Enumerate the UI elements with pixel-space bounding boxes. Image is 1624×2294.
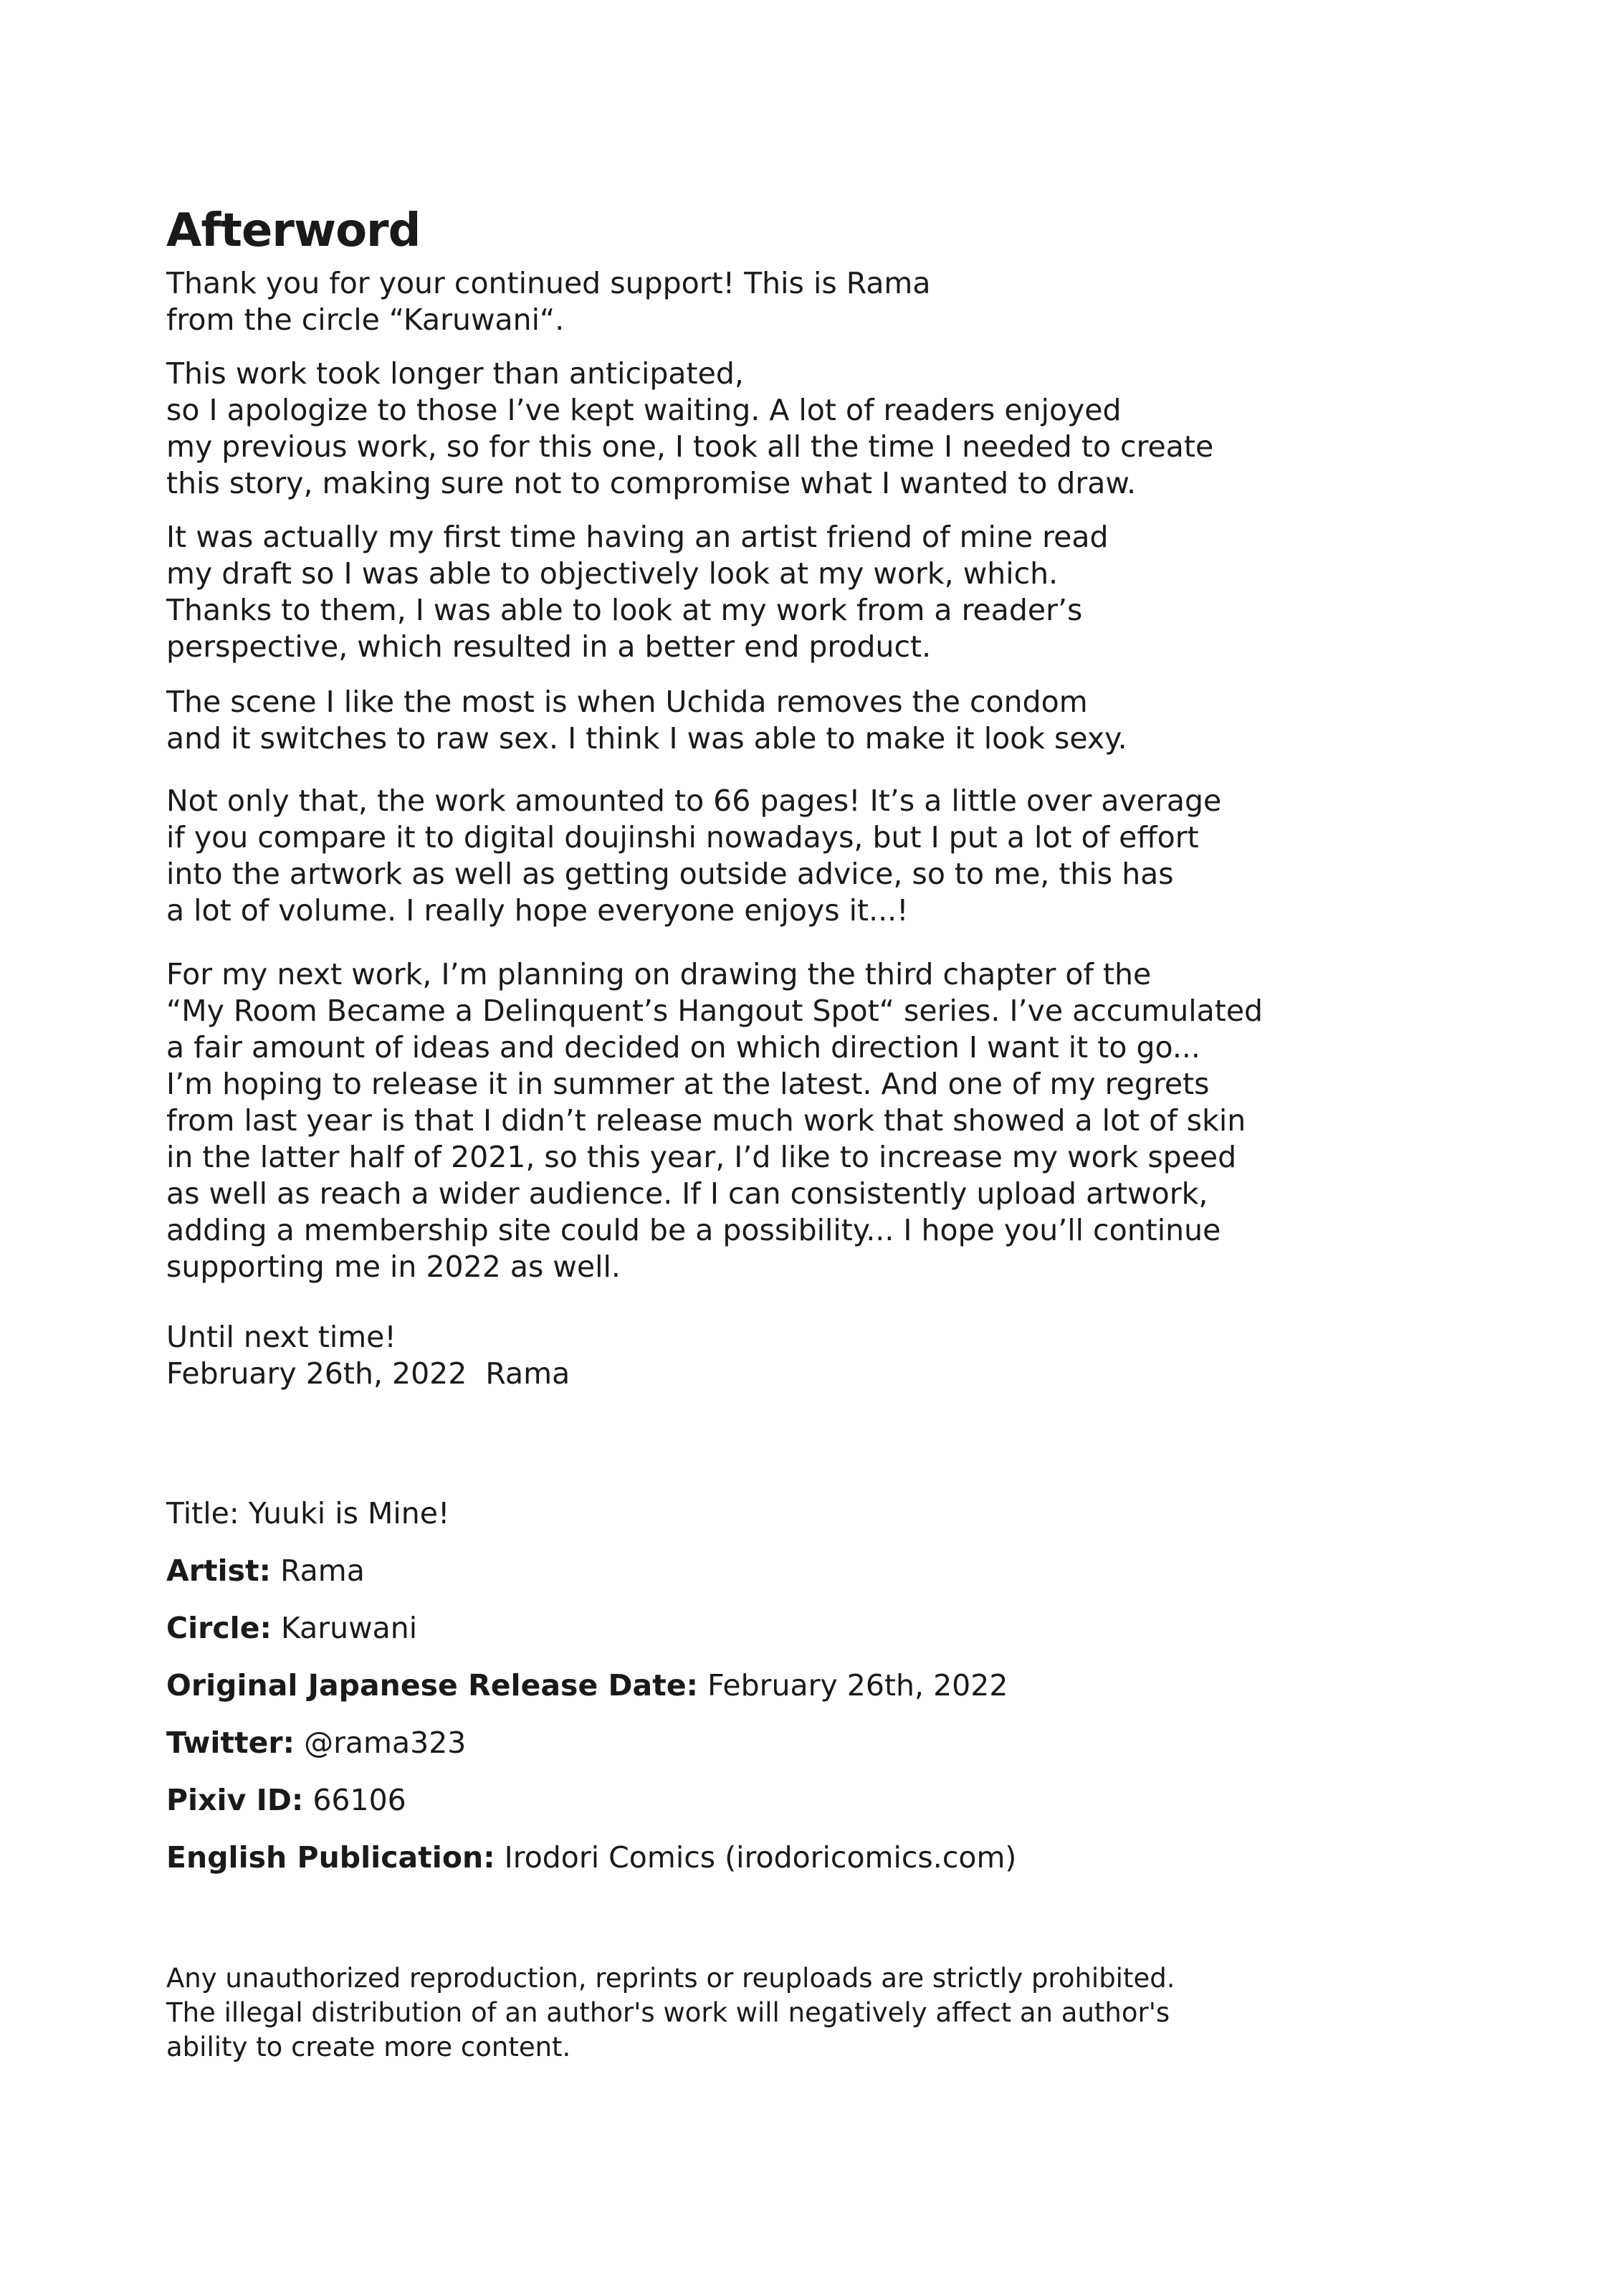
text-line: as well as reach a wider audience. If I can consistently upload artwork, (166, 1176, 1208, 1211)
text-line: Thank you for your continued support! This is Rama (166, 266, 931, 300)
text-line: Until next time! (166, 1320, 396, 1354)
credit-value: @rama323 (304, 1726, 467, 1760)
credit-label: Pixiv ID: (166, 1783, 304, 1817)
credit-title (166, 1495, 449, 1532)
credit-circle (166, 1610, 417, 1647)
text-line: so I apologize to those I’ve kept waiting. A lot of readers enjoyed (166, 393, 1122, 427)
paragraph-apology (166, 356, 1213, 502)
text-line: adding a membership site could be a possibility... I hope you’ll continue (166, 1213, 1221, 1247)
credit-pixiv (166, 1782, 406, 1819)
text-line: “My Room Became a Delinquent’s Hangout Spot“ series. I’ve accumulated (166, 994, 1264, 1028)
paragraph-page-count (166, 783, 1221, 929)
text-line: from last year is that I didn’t release much work that showed a lot of skin (166, 1103, 1246, 1138)
notice-line: ability to create more content. (166, 2032, 571, 2062)
credit-label: Circle: (166, 1611, 272, 1645)
credit-value: February 26th, 2022 (707, 1668, 1008, 1703)
credit-release-date (166, 1667, 1008, 1704)
credit-value: 66106 (312, 1783, 406, 1817)
credit-value: Yuuki is Mine! (248, 1496, 450, 1531)
credit-value: Karuwani (280, 1611, 418, 1645)
afterword-heading: Afterword (166, 204, 421, 257)
credit-label: Artist: (166, 1553, 272, 1588)
credit-twitter (166, 1725, 466, 1761)
text-line: supporting me in 2022 as well. (166, 1250, 621, 1284)
text-line: from the circle “Karuwani“. (166, 303, 565, 337)
text-line: The scene I like the most is when Uchida removes the condom (166, 685, 1088, 719)
credit-english-publication (166, 1840, 1016, 1876)
credit-label: Twitter: (166, 1726, 295, 1760)
notice-line: Any unauthorized reproduction, reprints or reuploads are strictly prohibited. (166, 1963, 1175, 1994)
text-line: my previous work, so for this one, I took all the time I needed to create (166, 429, 1214, 464)
paragraph-next-work (166, 956, 1263, 1285)
text-line: Thanks to them, I was able to look at my work from a reader’s (166, 593, 1083, 627)
text-line: and it switches to raw sex. I think I was able to make it look sexy. (166, 721, 1127, 756)
text-line: a fair amount of ideas and decided on which direction I want it to go... (166, 1030, 1200, 1065)
credit-value: Irodori Comics (irodoricomics.com) (504, 1840, 1017, 1875)
copyright-notice (166, 1961, 1175, 2065)
text-line: a lot of volume. I really hope everyone enjoys it...! (166, 893, 909, 928)
text-line: This work took longer than anticipated, (166, 356, 744, 391)
text-line: my draft so I was able to objectively look at my work, which. (166, 556, 1059, 591)
credit-label: Original Japanese Release Date: (166, 1668, 699, 1703)
credit-label: Title: (166, 1496, 239, 1531)
paragraph-greeting (166, 265, 931, 338)
text-line: into the artwork as well as getting outside advice, so to me, this has (166, 857, 1174, 891)
text-line: I’m hoping to release it in summer at the latest. And one of my regrets (166, 1067, 1210, 1101)
paragraph-signoff (166, 1319, 570, 1392)
credit-label: English Publication: (166, 1840, 495, 1875)
text-line: Not only that, the work amounted to 66 pages! It’s a little over average (166, 784, 1222, 818)
paragraph-favorite-scene (166, 684, 1127, 757)
text-line: this story, making sure not to compromise what I wanted to draw. (166, 466, 1137, 500)
signature-date: February 26th, 2022 Rama (166, 1356, 570, 1391)
text-line: It was actually my first time having an artist friend of mine read (166, 520, 1109, 554)
notice-line: The illegal distribution of an author's work will negatively affect an author's (166, 1997, 1170, 2028)
text-line: if you compare it to digital doujinshi nowadays, but I put a lot of effort (166, 820, 1199, 855)
credit-value: Rama (280, 1553, 365, 1588)
credit-artist (166, 1553, 365, 1589)
text-line: in the latter half of 2021, so this year, I’d like to increase my work speed (166, 1140, 1237, 1174)
text-line: For my next work, I’m planning on drawing the third chapter of the (166, 957, 1152, 991)
text-line: perspective, which resulted in a better end product. (166, 629, 932, 664)
paragraph-artist-friend (166, 519, 1109, 665)
